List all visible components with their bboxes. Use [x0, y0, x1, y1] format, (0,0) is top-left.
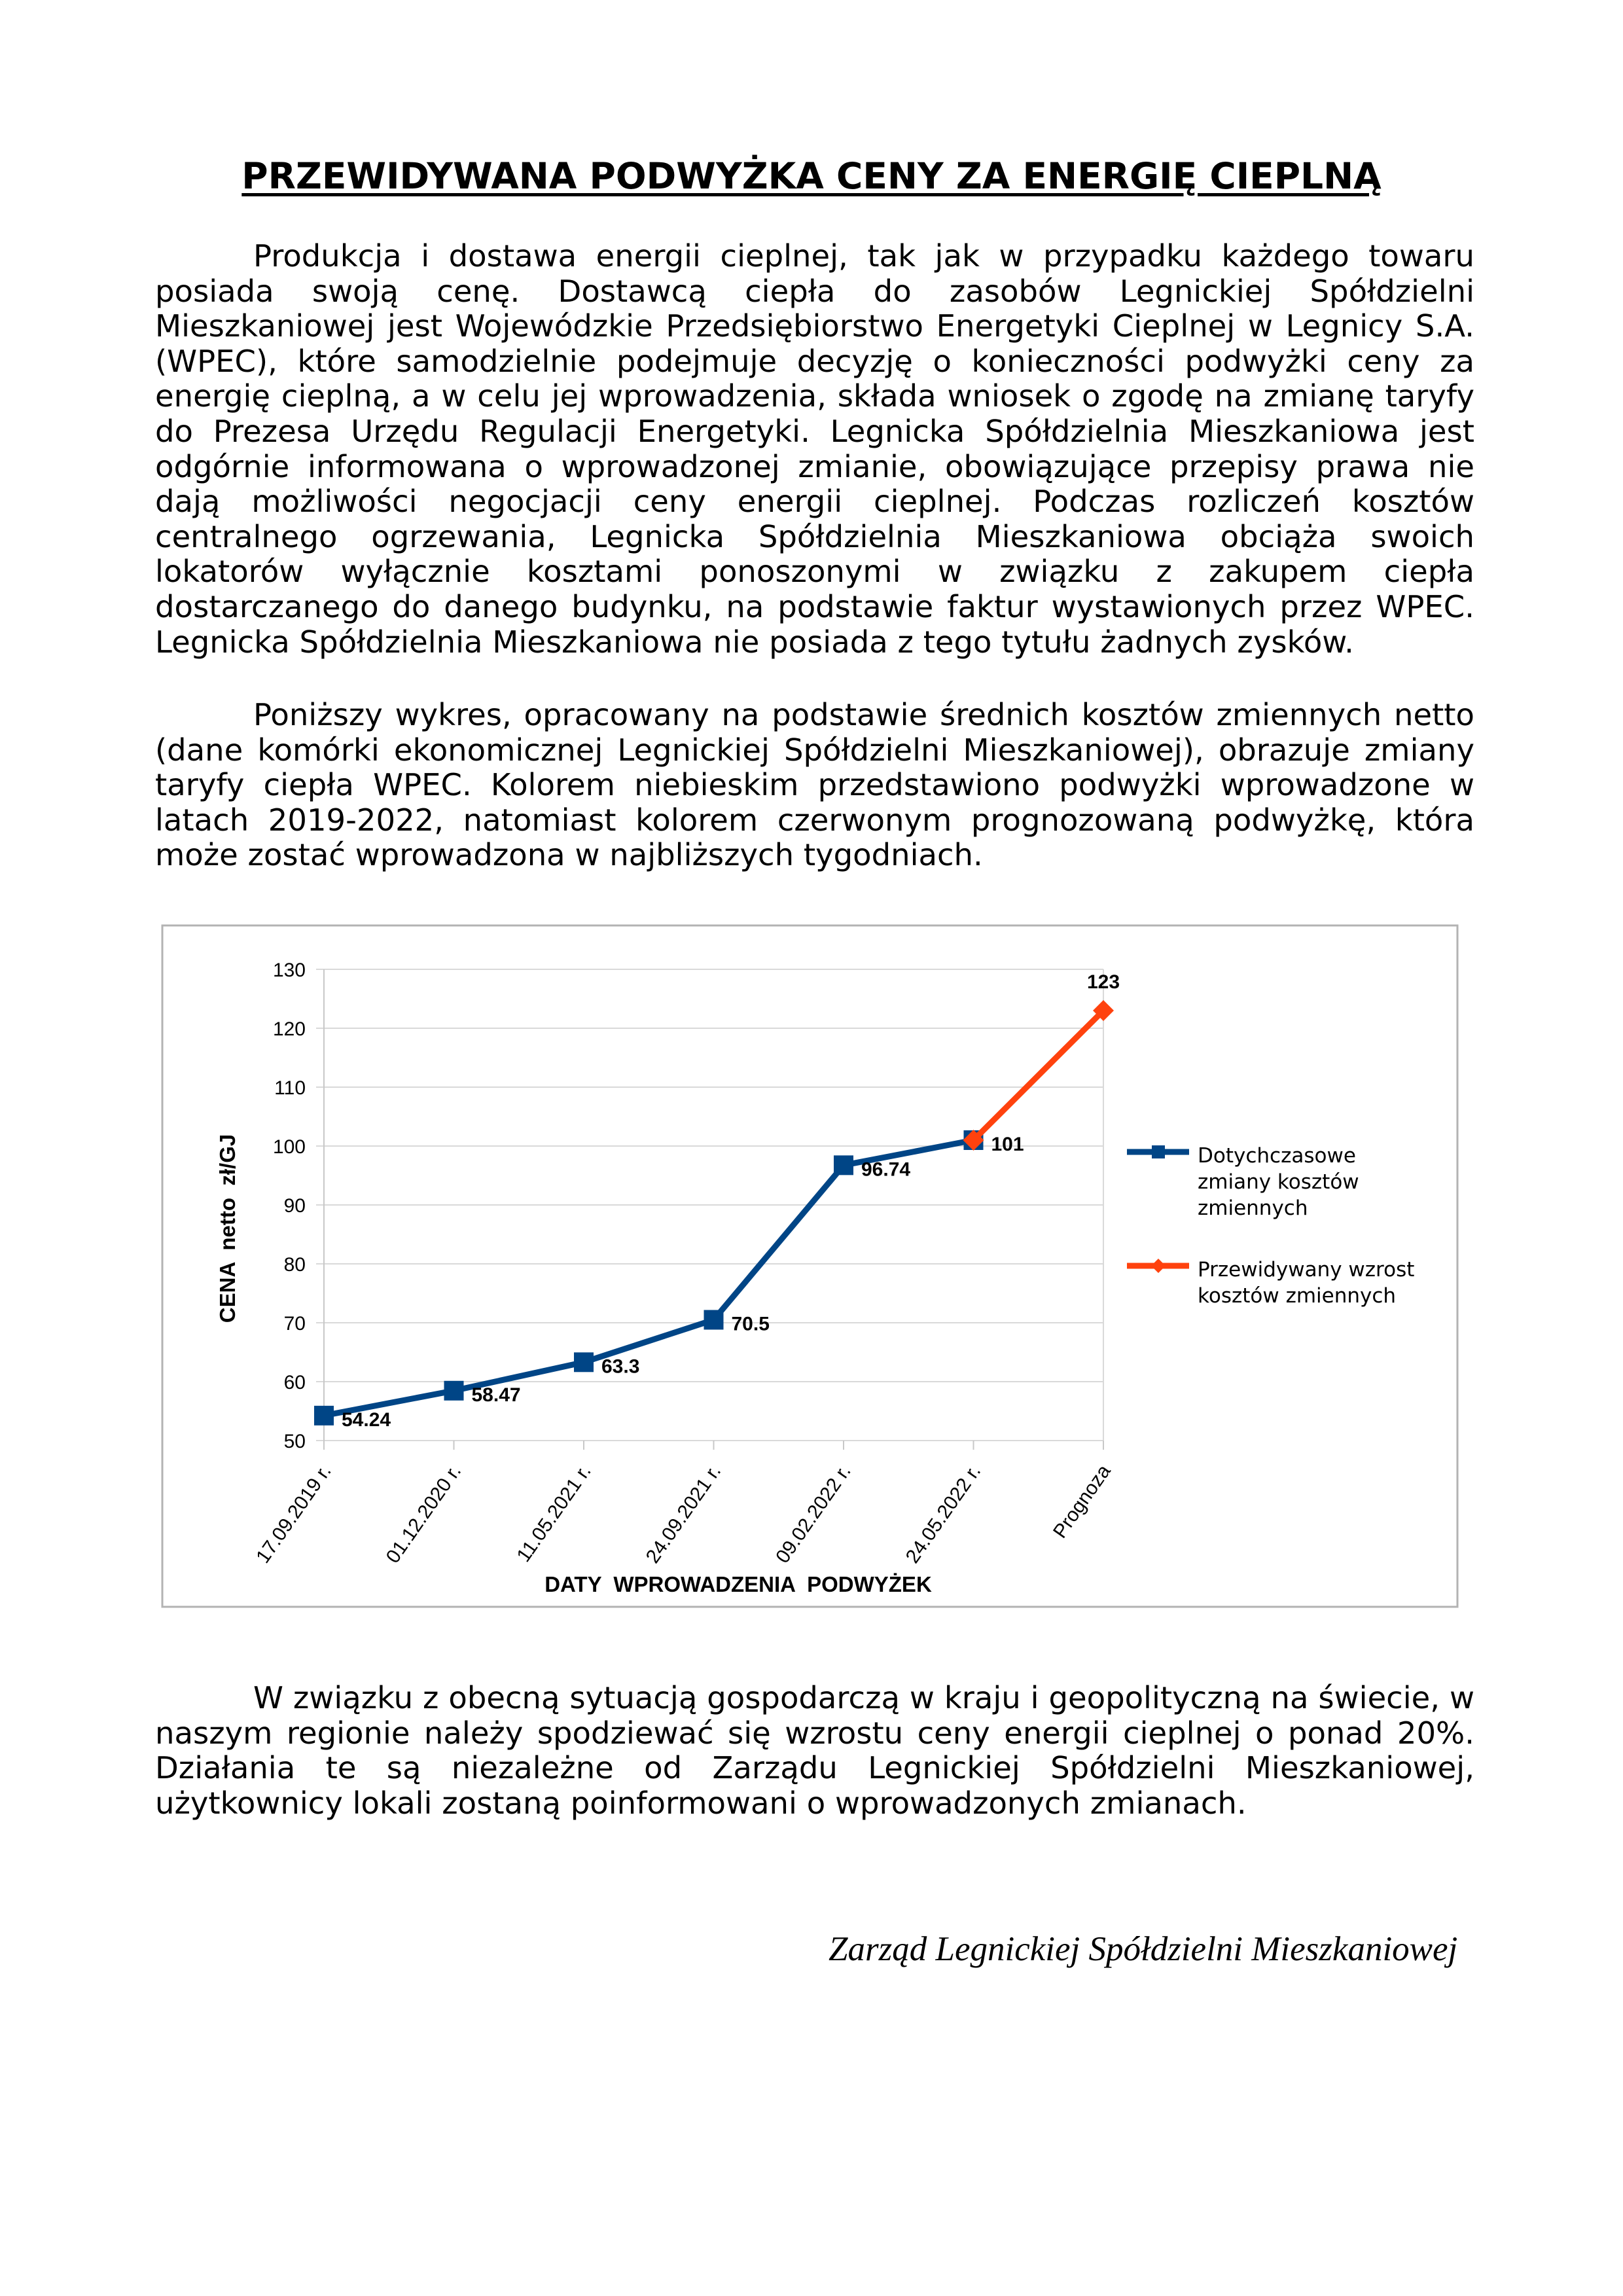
x-tick-label: 17.09.2019 r.: [252, 1461, 336, 1568]
data-label: 101: [991, 1134, 1024, 1155]
data-point-marker: [834, 1155, 853, 1175]
data-label: 54.24: [342, 1408, 391, 1431]
data-label: 63.3: [601, 1355, 640, 1378]
x-tick-label: Prognoza: [1049, 1461, 1115, 1543]
x-axis-title: DATY WPROWADZENIA PODWYŻEK: [544, 1572, 932, 1596]
data-point-marker: [444, 1381, 464, 1401]
data-point-marker: [574, 1352, 594, 1372]
closing-paragraph: W związku z obecną sytuacją gospodarczą w kraju i geopolityczną na świecie, w naszym regionie należy spodziewać się wzrostu ceny energii cieplnej o ponad 20%. Działania te są niezależne od Zarządu Legnickiej Spółdzielni Mieszkaniowej, użytkownicy lokali zostaną poinformowani o wprowadzonych zmianach.: [155, 1680, 1474, 1821]
x-tick-label: 11.05.2021 r.: [512, 1461, 596, 1566]
y-axis-title: CENA netto zł/GJ: [215, 1134, 240, 1323]
data-label: 123: [1086, 971, 1120, 993]
data-label: 58.47: [471, 1384, 521, 1406]
x-tick-label: 01.12.2020 r.: [382, 1461, 466, 1568]
data-point-marker: [704, 1310, 724, 1330]
x-tick-label: 24.05.2022 r.: [901, 1461, 986, 1568]
y-tick-label: 60: [283, 1372, 306, 1393]
y-tick-label: 120: [272, 1018, 306, 1040]
intro-paragraph: Produkcja i dostawa energii cieplnej, tak jak w przypadku każdego towaru posiada swoją cenę. Dostawcą ciepła do zasobów Legnickiej Spółdzielni Mieszkaniowej jest Wojewódzkie Przedsiębiorstwo Energetyki Cieplnej w Legnicy S.A. (WPEC), które samodzielnie podejmuje decyzję o konieczności podwyżki ceny za energię cieplną, a w celu jej wprowadzenia, składa wniosek o zgodę na zmianę taryfy do Prezesa Urzędu Regulacji Energetyki. Legnicka Spółdzielnia Mieszkaniowa jest odgórnie informowana o wprowadzonej zmianie, obowiązujące przepisy prawa nie dają możliwości negocjacji ceny energii cieplnej. Podczas rozliczeń kosztów centralnego ogrzewania, Legnicka Spółdzielnia Mieszkaniowa obciąża swoich lokatorów wyłącznie kosztami ponoszonymi w związku z zakupem ciepła dostarczanego do danego budynku, na podstawie faktur wystawionych przez WPEC. Legnicka Spółdzielnia Mieszkaniowa nie posiada z tego tytułu żadnych zysków.: [155, 238, 1474, 660]
y-tick-label: 130: [272, 960, 306, 981]
data-label: 70.5: [731, 1313, 770, 1335]
page-title-text: PRZEWIDYWANA PODWYŻKA CENY ZA ENERGIĘ CIEPLNĄ: [241, 155, 1382, 197]
y-tick-label: 70: [283, 1313, 306, 1335]
y-tick-label: 90: [283, 1195, 306, 1217]
signature: Zarząd Legnickiej Spółdzielni Mieszkaniowej: [829, 1930, 1458, 1968]
x-tick-label: 24.09.2021 r.: [641, 1461, 726, 1568]
legend-label: kosztów zmiennych: [1198, 1284, 1397, 1308]
legend-label: zmiany kosztów: [1198, 1170, 1359, 1194]
legend-label: zmiennych: [1198, 1196, 1308, 1220]
chart-description-paragraph: Poniższy wykres, opracowany na podstawie średnich kosztów zmiennych netto (dane komórki ekonomicznej Legnickiej Spółdzielni Mieszkaniowej), obrazuje zmiany taryfy ciepła WPEC. Kolorem niebieskim przedstawiono podwyżki wprowadzone w latach 2019-2022, natomiast kolorem czerwonym prognozowaną podwyżkę, która może zostać wprowadzona w najbliższych tygodniach.: [155, 697, 1474, 873]
y-tick-label: 110: [274, 1077, 306, 1099]
data-label: 96.74: [861, 1158, 911, 1181]
legend-label: Przewidywany wzrost: [1198, 1258, 1415, 1282]
y-tick-label: 50: [283, 1431, 306, 1452]
y-tick-label: 80: [283, 1254, 306, 1276]
data-point-marker: [314, 1406, 334, 1426]
legend-label: Dotychczasowe: [1198, 1144, 1356, 1168]
x-tick-label: 09.02.2022 r.: [772, 1461, 855, 1568]
legend-marker-square-icon: [1152, 1145, 1165, 1158]
y-tick-label: 100: [272, 1136, 306, 1158]
